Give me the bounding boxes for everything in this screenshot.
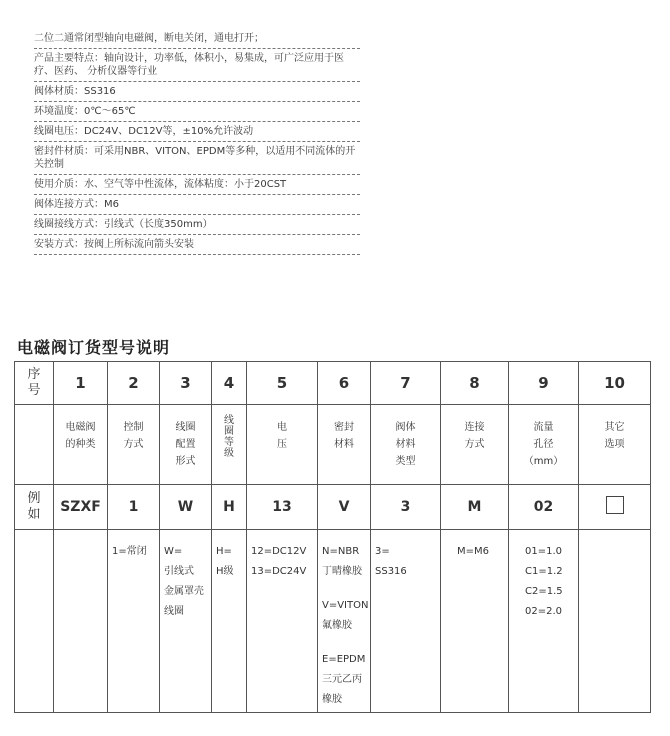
option-text: 13=DC24V	[251, 566, 307, 577]
example-value: SZXF	[54, 485, 108, 530]
order-code-table	[14, 361, 651, 713]
label-row	[15, 405, 651, 485]
section-title: 电磁阀订货型号说明	[17, 338, 171, 357]
position-number: 5	[247, 362, 318, 405]
spec-item: 密封件材质：可采用NBR、VITON、EPDM等多种，以适用不同流体的开关控制	[34, 143, 360, 175]
option-text: SS316	[375, 566, 407, 577]
option-text: 橡胶	[322, 694, 342, 705]
spec-list	[34, 30, 360, 256]
option-cell	[441, 530, 509, 713]
position-number: 8	[441, 362, 509, 405]
option-text: C1=1.2	[525, 566, 563, 577]
option-text: 12=DC12V	[251, 546, 307, 557]
option-text: V=VITON	[322, 600, 369, 611]
position-number: 7	[371, 362, 441, 405]
options-row	[15, 530, 651, 713]
option-cell	[318, 530, 371, 713]
example-value: H	[212, 485, 247, 530]
position-number: 2	[108, 362, 160, 405]
option-text: 金属罩壳	[164, 586, 204, 597]
option-cell	[371, 530, 441, 713]
spec-item: 环境温度：0℃～65℃	[34, 103, 360, 122]
option-text: W=	[164, 546, 183, 557]
seq-label: 序号	[27, 367, 41, 398]
option-text: 3=	[375, 546, 390, 557]
number-row	[15, 362, 651, 405]
spec-item: 产品主要特点：轴向设计，功率低，体积小，易集成，可广泛应用于医疗、医药、 分析仪器等行业	[34, 50, 360, 82]
spec-item: 二位二通常闭型轴向电磁阀，断电关闭，通电打开；	[34, 30, 360, 49]
option-cell	[509, 530, 579, 713]
option-text: H级	[216, 566, 234, 577]
position-label: 线圈 配置 形式	[160, 405, 212, 485]
option-text: 丁晴橡胶	[322, 566, 362, 577]
position-number: 4	[212, 362, 247, 405]
option-text: C2=1.5	[525, 586, 563, 597]
option-text: 氟橡胶	[322, 620, 352, 631]
example-value: M	[441, 485, 509, 530]
spec-item: 阀体连接方式：M6	[34, 196, 360, 215]
option-cell	[579, 530, 651, 713]
seq-label-cell	[15, 362, 54, 405]
spec-item: 使用介质：水、空气等中性流体，流体粘度：小于20CST	[34, 176, 360, 195]
example-label-cell	[15, 485, 54, 530]
position-label: 线圈等级	[212, 405, 247, 485]
position-label: 其它 选项	[579, 405, 651, 485]
example-row	[15, 485, 651, 530]
spec-item: 线圈电压：DC24V、DC12V等，±10%允许波动	[34, 123, 360, 142]
example-value: 1	[108, 485, 160, 530]
option-text: N=NBR	[322, 546, 360, 557]
example-label: 例如	[27, 491, 41, 522]
position-number: 10	[579, 362, 651, 405]
option-text: H=	[216, 546, 232, 557]
option-text: 02=2.0	[525, 606, 563, 617]
option-text: 01=1.0	[525, 546, 563, 557]
option-text: 引线式	[164, 566, 194, 577]
position-label: 电磁阀 的种类	[54, 405, 108, 485]
example-value: 02	[509, 485, 579, 530]
option-cell	[160, 530, 212, 713]
option-text: 三元乙丙	[322, 674, 362, 685]
example-value: V	[318, 485, 371, 530]
spec-item: 线圈接线方式：引线式（长度350mm）	[34, 216, 360, 235]
empty-cell	[15, 405, 54, 485]
spec-item: 安装方式：按阀上所标流向箭头安装	[34, 236, 360, 255]
option-cell	[108, 530, 160, 713]
position-label: 连接 方式	[441, 405, 509, 485]
other-option-cell	[579, 485, 651, 530]
option-text: 线圈	[164, 606, 184, 617]
option-text: E=EPDM	[322, 654, 366, 665]
position-number: 3	[160, 362, 212, 405]
position-label: 电 压	[247, 405, 318, 485]
position-number: 9	[509, 362, 579, 405]
position-label: 阀体 材料 类型	[371, 405, 441, 485]
option-text: 1=常闭	[112, 546, 147, 557]
example-value: W	[160, 485, 212, 530]
position-number: 1	[54, 362, 108, 405]
option-cell	[247, 530, 318, 713]
position-label: 流量 孔径 （mm）	[509, 405, 579, 485]
example-value: 13	[247, 485, 318, 530]
spec-item: 阀体材质：SS316	[34, 83, 360, 102]
example-value: 3	[371, 485, 441, 530]
option-cell	[54, 530, 108, 713]
position-number: 6	[318, 362, 371, 405]
option-text: M=M6	[457, 546, 489, 557]
option-cell	[212, 530, 247, 713]
position-label: 密封 材料	[318, 405, 371, 485]
empty-cell	[15, 530, 54, 713]
option-checkbox[interactable]	[606, 496, 624, 514]
position-label: 控制 方式	[108, 405, 160, 485]
